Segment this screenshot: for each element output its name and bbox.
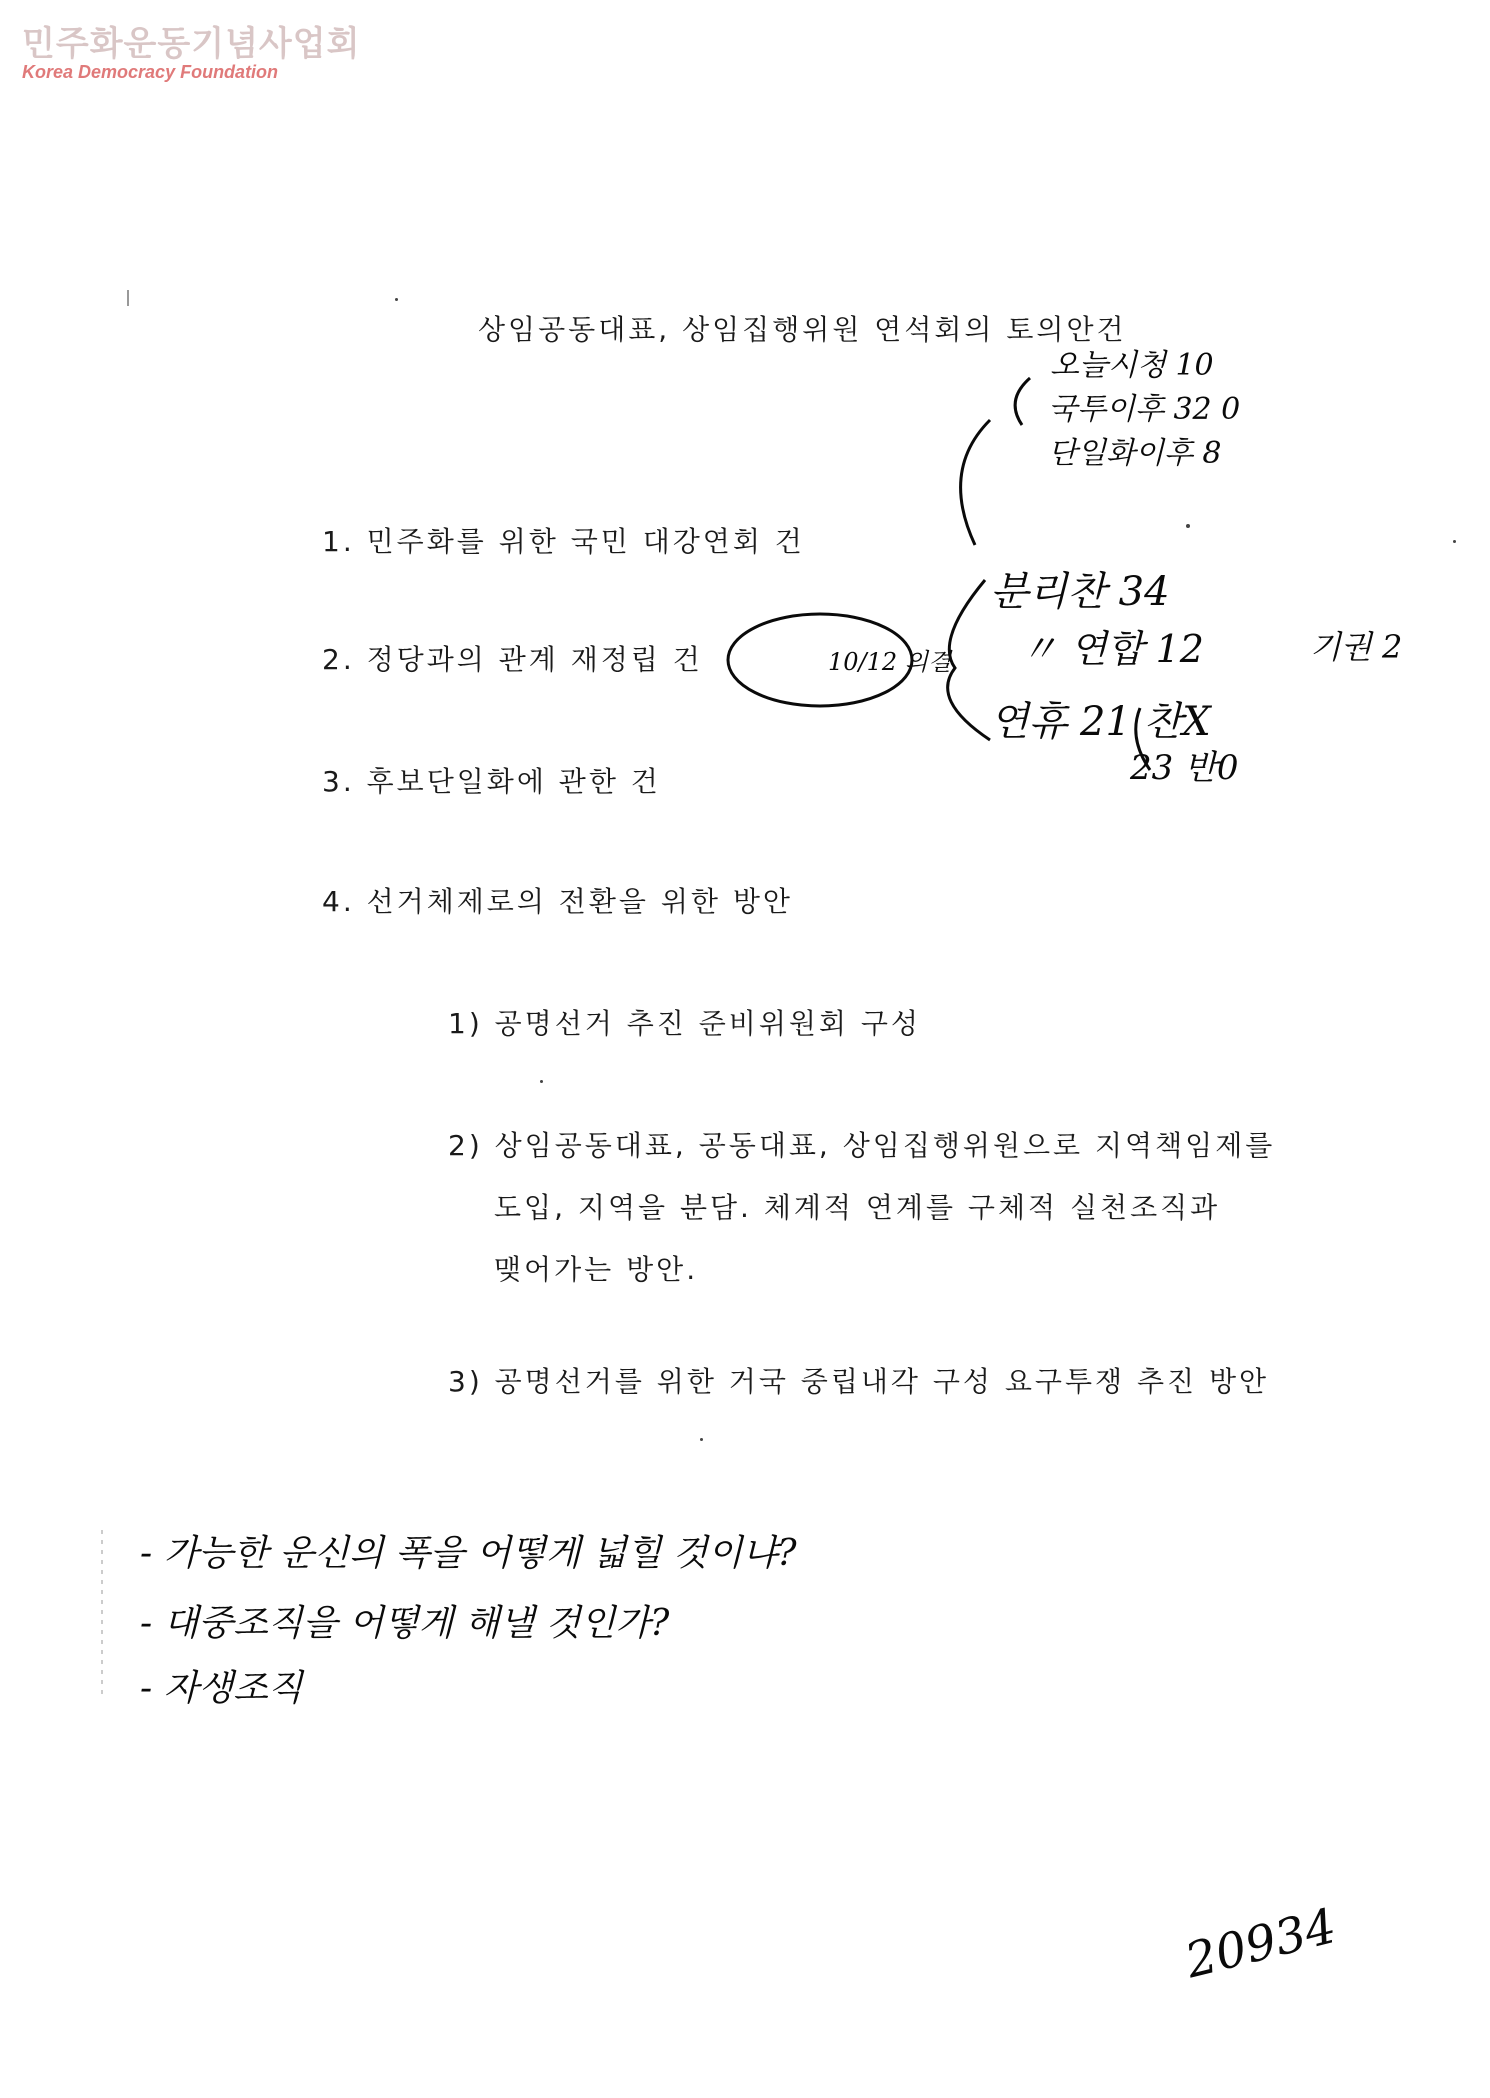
scan-speck xyxy=(540,1080,543,1083)
tally-bottom-2: 23 반0 xyxy=(1130,748,1239,788)
scan-speck xyxy=(395,298,398,301)
scan-speck xyxy=(700,1438,703,1441)
handwritten-note-2: - 대중조직을 어떻게 해낼 것인가? xyxy=(140,1603,670,1644)
circled-note: 10/12 의결 xyxy=(828,648,952,676)
sub-item-2-line-1: 2) 상임공동대표, 공동대표, 상임집행위원으로 지역책임제를 xyxy=(448,1129,1276,1162)
agenda-item-4: 4. 선거체제로의 전환을 위한 방안 xyxy=(322,885,793,918)
handwritten-page-number: 20934 xyxy=(1180,1898,1342,1990)
sub-item-2-line-3: 맺어가는 방안. xyxy=(494,1253,699,1286)
watermark-korean: 민주화운동기념사업회 xyxy=(22,24,361,64)
tally-top-2: 국투이후 32 0 xyxy=(1048,392,1241,427)
sub-item-2-line-2: 도입, 지역을 분담. 체계적 연계를 구체적 실천조직과 xyxy=(494,1191,1221,1224)
brace-top xyxy=(1015,378,1030,425)
tally-mid-1: 분리찬 34 xyxy=(990,569,1170,615)
watermark-english: Korea Democracy Foundation xyxy=(22,62,279,82)
tally-mid-2: 〃 연합 12 xyxy=(1020,627,1204,671)
document-title: 상임공동대표, 상임집행위원 연석회의 토의안건 xyxy=(478,313,1127,346)
agenda-item-1: 1. 민주화를 위한 국민 대강연회 건 xyxy=(322,525,805,558)
scan-speck xyxy=(1453,540,1456,543)
agenda-item-3: 3. 후보단일화에 관한 건 xyxy=(322,765,661,798)
handwritten-note-1: - 가능한 운신의 폭을 어떻게 넓힐 것이냐? xyxy=(140,1533,797,1574)
tally-mid-3: 기권 2 xyxy=(1310,628,1403,666)
handwritten-note-3: - 자생조직 xyxy=(140,1668,303,1709)
tally-top-3: 단일화이후 8 xyxy=(1048,436,1222,471)
sub-item-1: 1) 공명선거 추진 준비위원회 구성 xyxy=(448,1007,921,1040)
brace-mid xyxy=(948,580,990,740)
tally-top-1: 오늘시청 10 xyxy=(1050,348,1214,383)
scan-speck xyxy=(1186,524,1190,528)
tally-bottom-1: 연휴 21 찬X xyxy=(990,699,1211,745)
arc-curve xyxy=(961,420,990,545)
agenda-item-2: 2. 정당과의 관계 재정립 건 xyxy=(322,643,703,676)
sub-item-3: 3) 공명선거를 위한 거국 중립내각 구성 요구투쟁 추진 방안 xyxy=(448,1365,1270,1398)
